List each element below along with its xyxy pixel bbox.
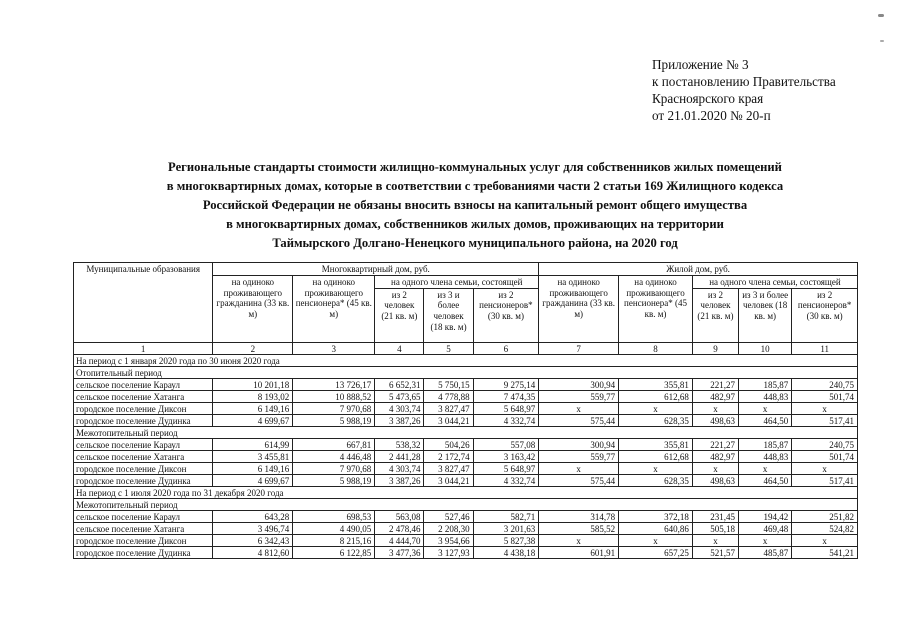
table-row [74, 415, 858, 427]
season-row: Межотопительный период [74, 499, 858, 511]
mkd-value: 5 648,97 [473, 463, 539, 475]
house-value: х [539, 463, 619, 475]
house-value: 559,77 [539, 391, 619, 403]
house-value: 517,41 [792, 475, 858, 487]
header-two-pensioners: из 2 пенсионеров* (30 кв. м) [792, 288, 858, 342]
mkd-value: 3 954,66 [424, 535, 473, 547]
house-value: 628,35 [619, 475, 693, 487]
mkd-value: 7 970,68 [293, 463, 375, 475]
municipality-name: городское поселение Диксон [74, 463, 213, 475]
mkd-value: 8 215,16 [293, 535, 375, 547]
table-row [74, 439, 858, 451]
mkd-value: 3 044,21 [424, 475, 473, 487]
house-value: 464,50 [739, 415, 792, 427]
table-header [74, 263, 858, 355]
mkd-value: 5 473,65 [375, 391, 424, 403]
municipality-name: сельское поселение Караул [74, 511, 213, 523]
title-line: Российской Федерации не обязаны вносить взносы на капитальный ремонт общего имущества [202, 198, 748, 212]
mkd-value: 6 149,16 [213, 463, 293, 475]
house-value: 559,77 [539, 451, 619, 463]
house-value: х [539, 535, 619, 547]
column-index: 4 [375, 342, 424, 355]
municipality-name: городское поселение Дудинка [74, 415, 213, 427]
mkd-value: 698,53 [293, 511, 375, 523]
mkd-value: 3 387,26 [375, 415, 424, 427]
house-value: х [739, 403, 792, 415]
mkd-value: 3 455,81 [213, 451, 293, 463]
table-row [74, 463, 858, 475]
house-value: х [792, 463, 858, 475]
municipality-name: сельское поселение Хатанга [74, 523, 213, 535]
title-line: Таймырского Долгано-Ненецкого муниципального района, на 2020 год [272, 236, 678, 250]
house-value: 355,81 [619, 379, 693, 391]
table-row [74, 403, 858, 415]
document-title [60, 158, 890, 253]
table-row [74, 511, 858, 523]
mkd-value: 4 444,70 [375, 535, 424, 547]
table-row [74, 535, 858, 547]
house-value: х [619, 535, 693, 547]
house-value: 482,97 [692, 391, 738, 403]
mkd-value: 2 441,28 [375, 451, 424, 463]
house-value: х [539, 403, 619, 415]
mkd-value: 2 208,30 [424, 523, 473, 535]
column-index: 11 [792, 342, 858, 355]
house-value: 575,44 [539, 475, 619, 487]
table-row [74, 391, 858, 403]
column-index: 1 [74, 342, 213, 355]
column-index: 8 [619, 342, 693, 355]
mkd-value: 6 149,16 [213, 403, 293, 415]
mkd-value: 563,08 [375, 511, 424, 523]
scan-mark [878, 14, 884, 17]
mkd-value: 5 988,19 [293, 475, 375, 487]
house-value: 612,68 [619, 451, 693, 463]
municipality-name: сельское поселение Хатанга [74, 451, 213, 463]
header-mkd: Многоквартирный дом, руб. [213, 263, 539, 276]
mkd-value: 7 970,68 [293, 403, 375, 415]
header-single-citizen: на одиноко проживающего гражданина (33 кв. м) [539, 275, 619, 342]
mkd-value: 4 778,88 [424, 391, 473, 403]
municipality-name: городское поселение Диксон [74, 535, 213, 547]
mkd-value: 3 201,63 [473, 523, 539, 535]
mkd-value: 3 496,74 [213, 523, 293, 535]
header-two-pensioners: из 2 пенсионеров* (30 кв. м) [473, 288, 539, 342]
mkd-value: 9 275,14 [473, 379, 539, 391]
house-value: 372,18 [619, 511, 693, 523]
house-value: 517,41 [792, 415, 858, 427]
house-value: 657,25 [619, 547, 693, 559]
title-line: в многоквартирных домах, собственников жилых домов, проживающих на территории [226, 217, 724, 231]
column-index: 9 [692, 342, 738, 355]
header-single-citizen: на одиноко проживающего гражданина (33 кв. м) [213, 275, 293, 342]
house-value: 300,94 [539, 439, 619, 451]
mkd-value: 4 332,74 [473, 475, 539, 487]
mkd-value: 7 474,35 [473, 391, 539, 403]
mkd-value: 4 303,74 [375, 463, 424, 475]
title-line: в многоквартирных домах, которые в соответствии с требованиями части 2 статьи 169 Жилищного кодекса [166, 179, 784, 193]
column-index: 5 [424, 342, 473, 355]
house-value: 501,74 [792, 391, 858, 403]
mkd-value: 4 699,67 [213, 415, 293, 427]
house-value: 601,91 [539, 547, 619, 559]
appendix-line: Приложение № 3 [652, 57, 749, 72]
house-value: х [692, 535, 738, 547]
table-row [74, 547, 858, 559]
mkd-value: 3 127,93 [424, 547, 473, 559]
mkd-value: 4 490,05 [293, 523, 375, 535]
column-index-row [74, 342, 858, 355]
mkd-value: 557,08 [473, 439, 539, 451]
municipality-name: сельское поселение Караул [74, 379, 213, 391]
header-three-plus: из 3 и более человек (18 кв. м) [739, 288, 792, 342]
header-house: Жилой дом, руб. [539, 263, 858, 276]
header-two-persons: из 2 человек (21 кв. м) [692, 288, 738, 342]
municipality-name: сельское поселение Хатанга [74, 391, 213, 403]
municipality-name: городское поселение Дудинка [74, 475, 213, 487]
season-row: Отопительный период [74, 367, 858, 379]
house-value: х [739, 535, 792, 547]
house-value: 498,63 [692, 475, 738, 487]
table-row [74, 523, 858, 535]
column-index: 10 [739, 342, 792, 355]
mkd-value: 10 201,18 [213, 379, 293, 391]
mkd-value: 3 477,36 [375, 547, 424, 559]
house-value: 185,87 [739, 379, 792, 391]
house-value: 221,27 [692, 379, 738, 391]
mkd-value: 643,28 [213, 511, 293, 523]
mkd-value: 3 163,42 [473, 451, 539, 463]
header-single-pensioner: на одиноко проживающего пенсионера* (45 кв. м) [293, 275, 375, 342]
municipality-name: городское поселение Диксон [74, 403, 213, 415]
header-family-member: на одного члена семьи, состоящей [375, 275, 539, 288]
mkd-value: 538,32 [375, 439, 424, 451]
municipality-name: сельское поселение Караул [74, 439, 213, 451]
mkd-value: 5 827,38 [473, 535, 539, 547]
appendix-line: Красноярского края [652, 91, 764, 106]
table-row [74, 475, 858, 487]
header-family-member: на одного члена семьи, состоящей [692, 275, 857, 288]
scan-mark [880, 40, 884, 42]
house-value: х [792, 403, 858, 415]
house-value: 498,63 [692, 415, 738, 427]
title-line: Региональные стандарты стоимости жилищно-коммунальных услуг для собственников жилых помещений [168, 160, 782, 174]
house-value: 300,94 [539, 379, 619, 391]
mkd-value: 614,99 [213, 439, 293, 451]
house-value: 575,44 [539, 415, 619, 427]
mkd-value: 3 387,26 [375, 475, 424, 487]
table-row [74, 451, 858, 463]
mkd-value: 2 478,46 [375, 523, 424, 535]
house-value: 221,27 [692, 439, 738, 451]
mkd-value: 5 988,19 [293, 415, 375, 427]
house-value: 524,82 [792, 523, 858, 535]
appendix-line: к постановлению Правительства [652, 74, 836, 89]
mkd-value: 13 726,17 [293, 379, 375, 391]
mkd-value: 582,71 [473, 511, 539, 523]
mkd-value: 3 827,47 [424, 463, 473, 475]
house-value: 448,83 [739, 451, 792, 463]
standards-table [73, 262, 858, 559]
house-value: 194,42 [739, 511, 792, 523]
period-row: На период с 1 января 2020 года по 30 июня 2020 года [74, 355, 858, 367]
house-value: 448,83 [739, 391, 792, 403]
mkd-value: 667,81 [293, 439, 375, 451]
house-value: 541,21 [792, 547, 858, 559]
house-value: х [692, 403, 738, 415]
house-value: 585,52 [539, 523, 619, 535]
season-row: Межотопительный период [74, 427, 858, 439]
mkd-value: 8 193,02 [213, 391, 293, 403]
mkd-value: 4 699,67 [213, 475, 293, 487]
house-value: 485,87 [739, 547, 792, 559]
house-value: х [692, 463, 738, 475]
house-value: х [739, 463, 792, 475]
mkd-value: 2 172,74 [424, 451, 473, 463]
house-value: 251,82 [792, 511, 858, 523]
column-index: 2 [213, 342, 293, 355]
column-index: 3 [293, 342, 375, 355]
table-row [74, 379, 858, 391]
mkd-value: 6 122,85 [293, 547, 375, 559]
house-value: 314,78 [539, 511, 619, 523]
house-value: 240,75 [792, 439, 858, 451]
house-value: 612,68 [619, 391, 693, 403]
house-value: 482,97 [692, 451, 738, 463]
mkd-value: 504,26 [424, 439, 473, 451]
house-value: 231,45 [692, 511, 738, 523]
period-row: На период с 1 июля 2020 года по 31 декабря 2020 года [74, 487, 858, 499]
house-value: 640,86 [619, 523, 693, 535]
house-value: 355,81 [619, 439, 693, 451]
column-index: 7 [539, 342, 619, 355]
mkd-value: 3 827,47 [424, 403, 473, 415]
house-value: х [619, 463, 693, 475]
house-value: 501,74 [792, 451, 858, 463]
mkd-value: 4 446,48 [293, 451, 375, 463]
municipality-name: городское поселение Дудинка [74, 547, 213, 559]
mkd-value: 5 648,97 [473, 403, 539, 415]
house-value: х [619, 403, 693, 415]
house-value: 464,50 [739, 475, 792, 487]
mkd-value: 5 750,15 [424, 379, 473, 391]
header-municipal: Муниципальные образования [74, 263, 213, 343]
appendix-block [652, 56, 892, 124]
mkd-value: 4 303,74 [375, 403, 424, 415]
house-value: 521,57 [692, 547, 738, 559]
house-value: 185,87 [739, 439, 792, 451]
mkd-value: 4 438,18 [473, 547, 539, 559]
mkd-value: 3 044,21 [424, 415, 473, 427]
house-value: 628,35 [619, 415, 693, 427]
mkd-value: 6 342,43 [213, 535, 293, 547]
mkd-value: 4 332,74 [473, 415, 539, 427]
column-index: 6 [473, 342, 539, 355]
mkd-value: 527,46 [424, 511, 473, 523]
appendix-line: от 21.01.2020 № 20-п [652, 108, 771, 123]
mkd-value: 4 812,60 [213, 547, 293, 559]
house-value: 469,48 [739, 523, 792, 535]
house-value: 240,75 [792, 379, 858, 391]
header-two-persons: из 2 человек (21 кв. м) [375, 288, 424, 342]
mkd-value: 10 888,52 [293, 391, 375, 403]
house-value: 505,18 [692, 523, 738, 535]
house-value: х [792, 535, 858, 547]
table-body [74, 355, 858, 559]
mkd-value: 6 652,31 [375, 379, 424, 391]
header-three-plus: из 3 и более человек (18 кв. м) [424, 288, 473, 342]
header-single-pensioner: на одиноко проживающего пенсионера* (45 кв. м) [619, 275, 693, 342]
